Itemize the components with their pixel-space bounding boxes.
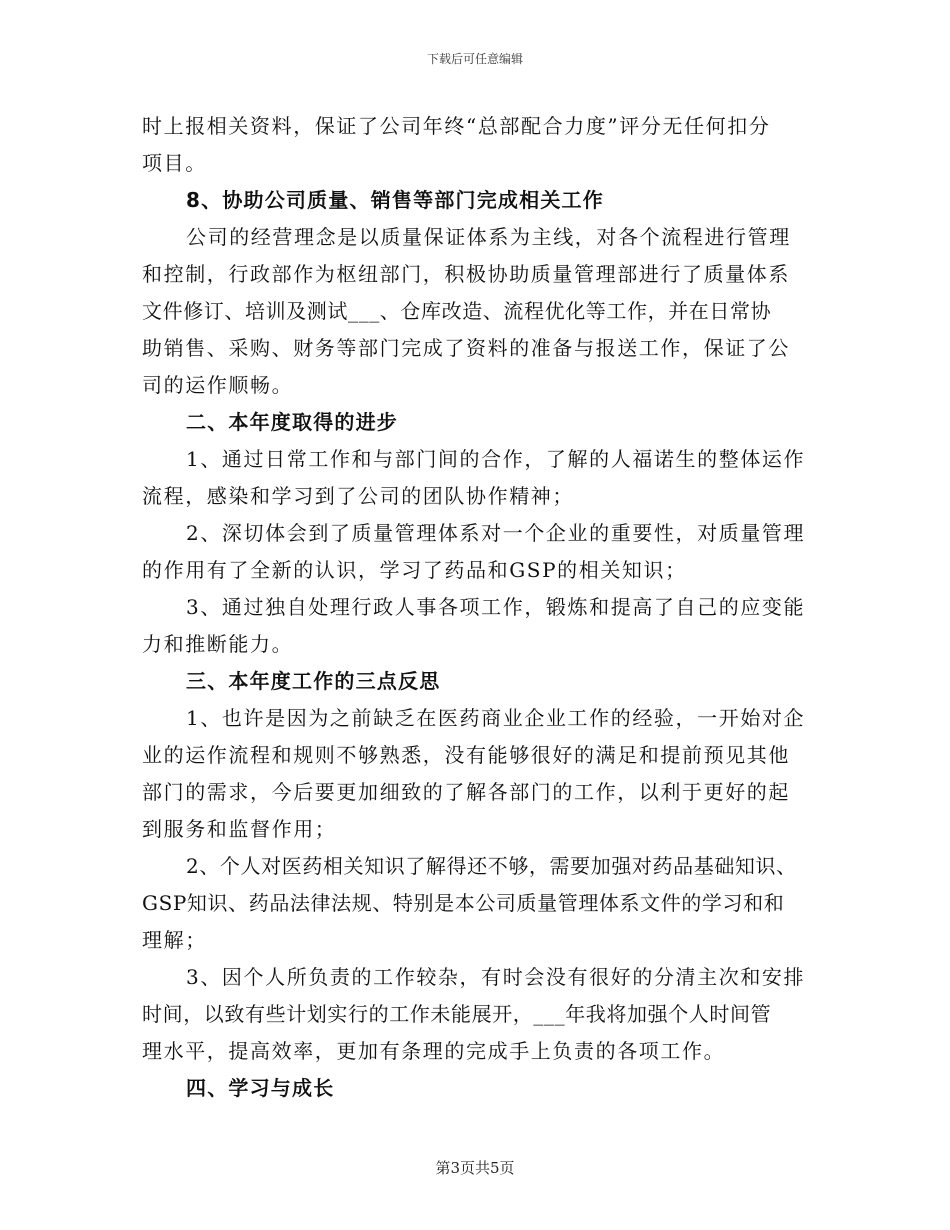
body-line: 助销售、采购、财务等部门完成了资料的准备与报送工作，保证了公 bbox=[142, 336, 790, 360]
body-line: 的作用有了全新的认识，学习了药品和GSP的相关知识； bbox=[142, 558, 687, 582]
body-line: 时上报相关资料，保证了公司年终“总部配合力度”评分无任何扣分 bbox=[142, 114, 771, 138]
page-header: 下载后可任意编辑 bbox=[426, 52, 523, 66]
body-line: 2、深切体会到了质量管理体系对一个企业的重要性，对质量管理 bbox=[186, 521, 806, 545]
body-line: 理水平，提高效率，更加有条理的完成手上负责的各项工作。 bbox=[142, 1039, 726, 1063]
body-line: 理解； bbox=[142, 928, 207, 952]
body-line: 力和推断能力。 bbox=[142, 632, 294, 656]
section-heading: 二、本年度取得的进步 bbox=[186, 410, 398, 434]
body-line: 司的运作顺畅。 bbox=[142, 373, 294, 397]
section-heading: 四、学习与成长 bbox=[186, 1076, 335, 1100]
body-line: 3、因个人所负责的工作较杂，有时会没有很好的分清主次和安排 bbox=[186, 965, 806, 989]
body-line: 流程，感染和学习到了公司的团队协作精神； bbox=[142, 484, 574, 508]
body-line: 1、通过日常工作和与部门间的合作，了解的人福诺生的整体运作 bbox=[186, 447, 806, 471]
body-line: 到服务和监督作用； bbox=[142, 817, 337, 841]
section-heading: 8、协助公司质量、销售等部门完成相关工作 bbox=[186, 188, 604, 212]
section-heading: 三、本年度工作的三点反思 bbox=[186, 669, 441, 693]
body-line: 文件修订、培训及测试___、仓库改造、流程优化等工作，并在日常协 bbox=[142, 299, 772, 323]
body-line: 1、也许是因为之前缺乏在医药商业企业工作的经验，一开始对企 bbox=[186, 706, 806, 730]
body-line: 公司的经营理念是以质量保证体系为主线，对各个流程进行管理 bbox=[186, 225, 791, 249]
body-line: 项目。 bbox=[142, 151, 207, 175]
page-footer: 第3页共5页 bbox=[435, 1159, 515, 1177]
body-line: 3、通过独自处理行政人事各项工作，锻炼和提高了自己的应变能 bbox=[186, 595, 806, 619]
body-line: 业的运作流程和规则不够熟悉，没有能够很好的满足和提前预见其他 bbox=[142, 743, 790, 767]
document-body bbox=[142, 108, 822, 1107]
body-line: 时间，以致有些计划实行的工作未能展开，___年我将加强个人时间管 bbox=[142, 1002, 772, 1026]
body-line: 部门的需求，今后要更加细致的了解各部门的工作，以利于更好的起 bbox=[142, 780, 790, 804]
body-line: 2、个人对医药相关知识了解得还不够，需要加强对药品基础知识、 bbox=[186, 854, 797, 878]
body-line: GSP知识、药品法律法规、特别是本公司质量管理体系文件的学习和和 bbox=[142, 891, 785, 915]
body-line: 和控制，行政部作为枢纽部门，积极协助质量管理部进行了质量体系 bbox=[142, 262, 790, 286]
